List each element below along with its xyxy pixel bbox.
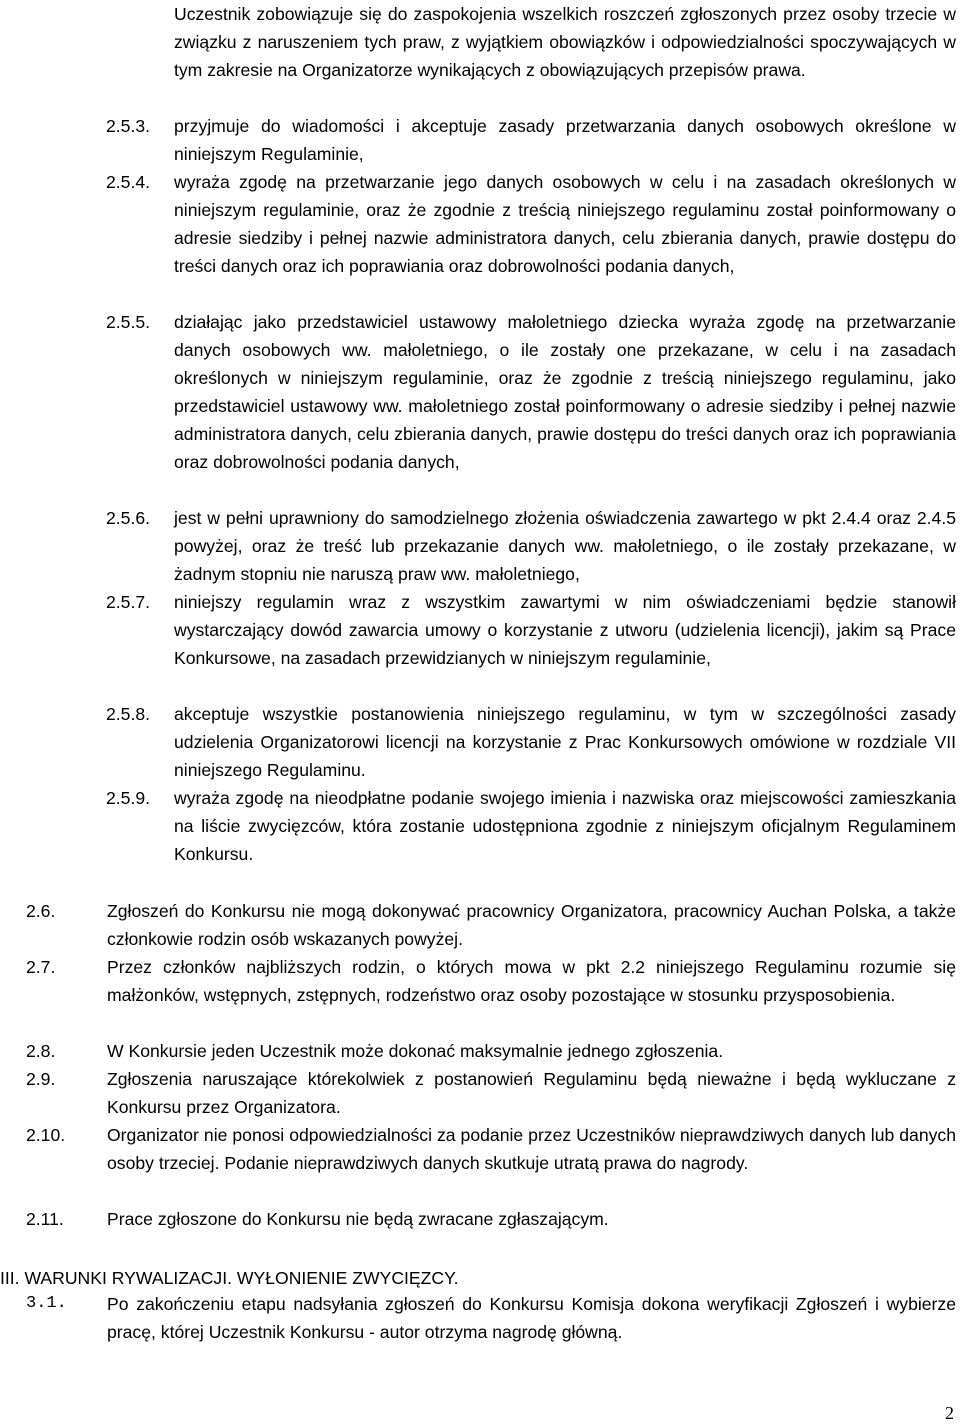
item-text: Prace zgłoszone do Konkursu nie będą zwracane zgłaszającym. xyxy=(107,1209,609,1229)
item-number: 2.11. xyxy=(26,1209,64,1229)
item-number: 3.1. xyxy=(26,1294,67,1313)
list-item xyxy=(26,1205,956,1233)
item-text: akceptuje wszystkie postanowienia niniejszego regulaminu, w tym w szczególności zasady udzielenia Organizatorowi licencji na korzystanie z Prac Konkursowych omówione w rozdziale VII niniejszego Regulaminu. xyxy=(174,704,956,780)
item-text: jest w pełni uprawniony do samodzielnego złożenia oświadczenia zawartego w pkt 2.4.4 oraz 2.4.5 powyżej, oraz że treść lub przekazanie danych ww. małoletniego, o ile zostały przekazane, w żadnym stopniu nie naruszą praw ww. małoletniego, xyxy=(174,508,956,584)
item-number: 2.6. xyxy=(26,901,56,921)
list-item xyxy=(106,504,956,588)
item-number: 2.5.8. xyxy=(106,704,151,724)
item-text: Zgłoszeń do Konkursu nie mogą dokonywać pracownicy Organizatora, pracownicy Auchan Polska, a także członkowie rodzin osób wskazanych powyżej. xyxy=(107,901,956,949)
list-item xyxy=(106,308,956,476)
item-text: Po zakończeniu etapu nadsyłania zgłoszeń do Konkursu Komisja dokona weryfikacji Zgłoszeń i wybierze pracę, której Uczestnik Konkursu - autor otrzyma nagrodę główną. xyxy=(107,1294,956,1342)
item-number: 2.7. xyxy=(26,957,56,977)
list-item xyxy=(106,784,956,868)
list-item xyxy=(26,1065,956,1121)
item-text: Przez członków najbliższych rodzin, o których mowa w pkt 2.2 niniejszego Regulaminu rozumie się małżonków, wstępnych, zstępnych, rodzeństwo oraz osoby pozostające w stosunku przysposobienia. xyxy=(107,957,956,1005)
list-item xyxy=(26,953,956,1009)
item-number: 2.5.6. xyxy=(106,508,151,528)
item-number: 2.5.4. xyxy=(106,172,151,192)
list-item xyxy=(26,897,956,953)
item-number: 2.9. xyxy=(26,1069,56,1089)
item-number: 2.8. xyxy=(26,1041,56,1061)
list-item xyxy=(26,1290,956,1346)
list-item xyxy=(106,588,956,672)
item-text: niniejszy regulamin wraz z wszystkim zawartymi w nim oświadczeniami będzie stanowił wystarczający dowód zawarcia umowy o korzystanie z utworu (udzielenia licencji), jakim są Prace Konkursowe, na zasadach przewidzianych w niniejszym regulaminie, xyxy=(174,592,956,668)
item-text: W Konkursie jeden Uczestnik może dokonać maksymalnie jednego zgłoszenia. xyxy=(107,1041,724,1061)
item-number: 2.5.3. xyxy=(106,116,151,136)
item-text: Organizator nie ponosi odpowiedzialności za podanie przez Uczestników nieprawdziwych danych lub danych osoby trzeciej. Podanie nieprawdziwych danych skutkuje utratą prawa do nagrody. xyxy=(107,1125,956,1173)
item-text: wyraża zgodę na nieodpłatne podanie swojego imienia i nazwiska oraz miejscowości zamieszkania na liście zwycięzców, która zostanie udostępniona zgodnie z niniejszym oficjalnym Regulaminem Konkursu. xyxy=(174,788,956,864)
list-item xyxy=(106,168,956,280)
section-heading: III. WARUNKI RYWALIZACJI. WYŁONIENIE ZWYCIĘZCY. xyxy=(0,1268,459,1288)
list-item xyxy=(26,1121,956,1177)
page-number: 2 xyxy=(945,1403,954,1423)
item-number: 2.5.5. xyxy=(106,312,151,332)
item-text: wyraża zgodę na przetwarzanie jego danych osobowych w celu i na zasadach określonych w niniejszym regulaminie, oraz że zgodnie z treścią niniejszego regulaminu został poinformowany o adresie siedziby i pełnej nazwie administratora danych, celu zbierania danych, prawie dostępu do treści danych oraz ich poprawiania oraz dobrowolności podania danych, xyxy=(174,172,956,276)
list-item xyxy=(26,1037,956,1065)
item-text: działając jako przedstawiciel ustawowy małoletniego dziecka wyraża zgodę na przetwarzanie danych osobowych ww. małoletniego, o ile zostały one przekazane, w celu i na zasadach określonych w niniejszym regulaminie, oraz że zgodnie z treścią niniejszego regulaminu, jako przedstawiciel ustawowy ww. małoletniego został poinformowany o adresie siedziby i pełnej nazwie administratora danych, celu zbierania danych, prawie dostępu do treści danych oraz ich poprawiania oraz dobrowolności podania danych, xyxy=(174,312,956,472)
item-number: 2.5.9. xyxy=(106,788,151,808)
item-number: 2.10. xyxy=(26,1125,66,1145)
intro-text: Uczestnik zobowiązuje się do zaspokojenia wszelkich roszczeń zgłoszonych przez osoby trzecie w związku z naruszeniem tych praw, z wyjątkiem obowiązków i odpowiedzialności spoczywających w tym zakresie na Organizatorze wynikających z obowiązujących przepisów prawa. xyxy=(174,4,956,80)
item-number: 2.5.7. xyxy=(106,592,151,612)
item-text: przyjmuje do wiadomości i akceptuje zasady przetwarzania danych osobowych określone w niniejszym Regulaminie, xyxy=(174,116,956,164)
item-text: Zgłoszenia naruszające którekolwiek z postanowień Regulaminu będą nieważne i będą wykluczane z Konkursu przez Organizatora. xyxy=(107,1069,956,1117)
list-item xyxy=(106,700,956,784)
intro-paragraph xyxy=(174,0,956,84)
list-item xyxy=(106,112,956,168)
